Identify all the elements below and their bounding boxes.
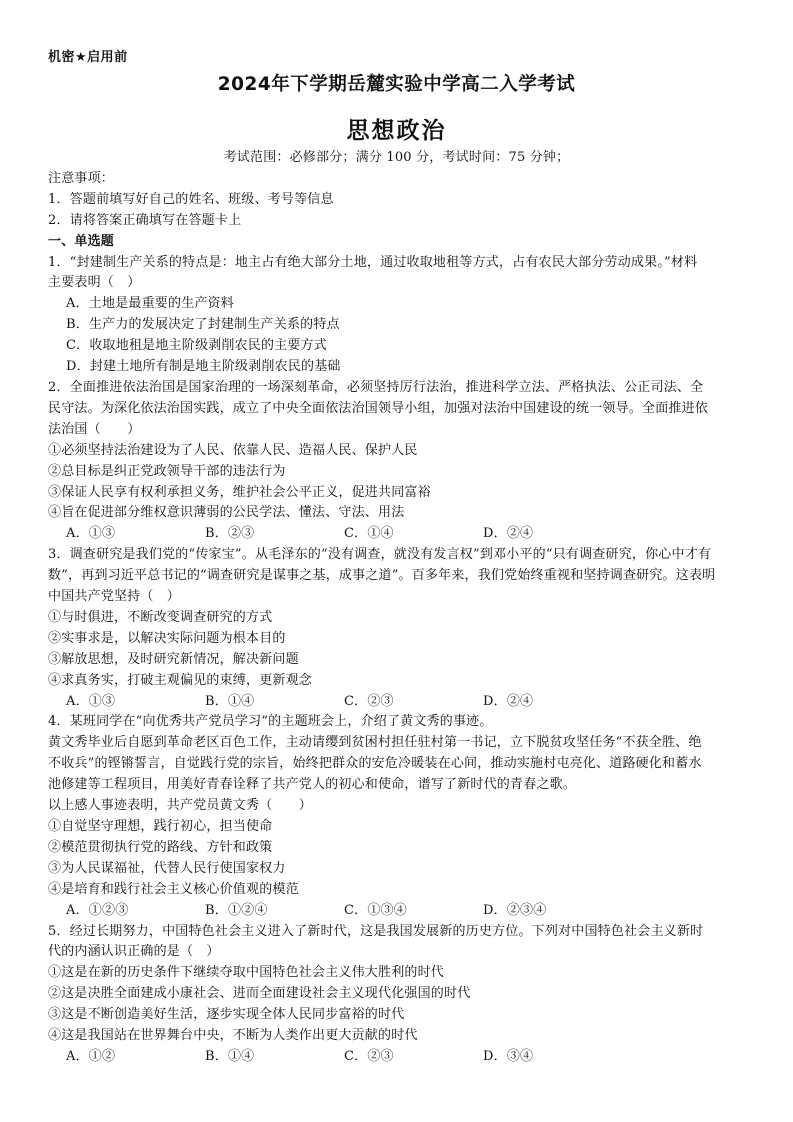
q2-stem: 民守法。为深化依法治国实践，成立了中央全面依法治国领导小组，加强对法治中国建设的统一领导。全面推进依 [48, 400, 709, 416]
q4-choice-a: A．①②③ [66, 902, 129, 918]
q4-choice-b: B．①②④ [205, 902, 268, 918]
q4-statement: ①自觉坚守理想，践行初心，担当使命 [48, 819, 273, 834]
q4-statement: ③为人民谋福祉，代替人民行使国家权力 [48, 860, 286, 876]
q4-statement: ④是培育和践行社会主义核心价值观的模范 [48, 881, 299, 897]
q4-choices [48, 901, 752, 922]
q5-choices [48, 1047, 752, 1068]
q3-statement: ④求真务实，打破主观偏见的束缚，更新观念 [48, 672, 313, 688]
q3-stem: 3．调查研究是我们党的“传家宝”。从毛泽东的“没有调查，就没有发言权”到邓小平的“只有调查研究，你心中才有 [48, 547, 712, 563]
q3-statement: ③解放思想，及时研究新情况，解决新问题 [48, 651, 299, 667]
q1-option-d: D．封建土地所有制是地主阶级剥削农民的基础 [66, 359, 341, 375]
q2-statement: ④旨在促进部分维权意识薄弱的公民学法、懂法、守法、用法 [48, 505, 405, 521]
q5-choice-c: C．②③ [344, 1048, 394, 1064]
q4-stem: 黄文秀毕业后自愿到革命老区百色工作，主动请缨到贫困村担任驻村第一书记，立下脱贫攻坚任务“不获全胜、绝 [48, 735, 702, 751]
q3-choice-d: D．②④ [483, 693, 534, 709]
q4-statement: ②模范贯彻执行党的路线、方针和政策 [48, 839, 273, 855]
exam-title: 2024年下学期岳麓实验中学高二入学考试 [217, 74, 576, 95]
q2-choice-d: D．②④ [483, 526, 534, 542]
q2-choice-b: B．②③ [205, 526, 255, 542]
q2-choice-c: C．①④ [344, 526, 394, 542]
q2-statement: ①必须坚持法治建设为了人民、依靠人民、造福人民、保护人民 [48, 442, 418, 458]
subject-title: 思想政治 [346, 118, 447, 144]
q5-statement: ①这是在新的历史条件下继续夺取中国特色社会主义伟大胜利的时代 [48, 965, 445, 981]
note-item: 2．请将答案正确填写在答题卡上 [48, 212, 242, 228]
q4-choice-d: D．②③④ [483, 902, 547, 918]
q5-choice-d: D．③④ [483, 1048, 534, 1064]
q1-stem: 主要表明（ ） [48, 275, 141, 291]
q5-statement: ③这是不断创造美好生活，逐步实现全体人民同步富裕的时代 [48, 1007, 405, 1023]
q3-choice-c: C．②③ [344, 693, 394, 709]
q2-choices [48, 524, 752, 545]
note-item: 1．答题前填写好自己的姓名、班级、考号等信息 [48, 191, 334, 207]
q3-choice-a: A．①③ [66, 693, 116, 709]
q3-statement: ②实事求是，以解决实际问题为根本目的 [48, 630, 286, 646]
q2-choice-a: A．①③ [66, 526, 116, 542]
q5-statement: ②这是决胜全面建成小康社会、进而全面建设社会主义现代化强国的时代 [48, 986, 471, 1002]
q5-stem: 代的内涵认识正确的是（ ） [48, 944, 220, 960]
q5-choice-a: A．①② [66, 1048, 116, 1064]
exam-scope: 考试范围：必修部分；满分 100 分，考试时间：75 分钟； [223, 150, 570, 165]
q4-stem: 池修建等工程项目，用美好青春诠释了共产党人的初心和使命，谱写了新时代的青春之歌。 [48, 777, 577, 793]
q3-stem: 中国共产党坚持（ ） [48, 589, 181, 605]
section-heading: 一、单选题 [48, 233, 115, 249]
notes-heading: 注意事项： [48, 170, 115, 186]
confidential-label: 机密★启用前 [48, 50, 128, 65]
q3-statement: ①与时俱进，不断改变调查研究的方式 [48, 609, 273, 625]
q3-stem: 数”，再到习近平总书记的“调查研究是谋事之基，成事之道”。百多年来，我们党始终重视和坚持调查研究。这表明 [48, 568, 716, 584]
q3-choice-b: B．①④ [205, 693, 255, 709]
q2-statement: ③保证人民享有权利承担义务，维护社会公平正义，促进共同富裕 [48, 484, 431, 500]
q2-statement: ②总目标是纠正党政领导干部的违法行为 [48, 463, 286, 479]
q1-option-b: B．生产力的发展决定了封建制生产关系的特点 [66, 317, 340, 333]
q5-statement: ④这是我国站在世界舞台中央，不断为人类作出更大贡献的时代 [48, 1028, 418, 1044]
q4-stem: 不收兵”的铿锵誓言，自觉践行党的宗旨，始终把群众的安危冷暖装在心间，推动实施村屯亮化、道路硬化和蓄水 [48, 756, 702, 772]
q5-stem: 5．经过长期努力，中国特色社会主义进入了新时代，这是我国发展新的历史方位。下列对中国特色社会主义新时 [48, 923, 704, 939]
q1-option-c: C．收取地租是地主阶级剥削农民的主要方式 [66, 338, 327, 354]
q4-stem: 4．某班同学在“向优秀共产党员学习”的主题班会上，介绍了黄文秀的事迹。 [48, 714, 493, 730]
q1-stem: 1．“封建制生产关系的特点是：地主占有绝大部分土地，通过收取地租等方式，占有农民大部分劳动成果。”材料 [48, 254, 698, 270]
q2-stem: 法治国（ ） [48, 421, 141, 437]
q5-choice-b: B．①④ [205, 1048, 255, 1064]
q1-option-a: A．土地是最重要的生产资料 [66, 296, 234, 312]
q3-choices [48, 692, 752, 713]
exam-body [48, 148, 752, 1068]
q2-stem: 2．全面推进依法治国是国家治理的一场深刻革命，必须坚持厉行法治，推进科学立法、严格执法、公正司法、全 [48, 379, 704, 395]
q4-choice-c: C．①③④ [344, 902, 407, 918]
q4-stem: 以上感人事迹表明，共产党员黄文秀（ ） [48, 798, 313, 814]
